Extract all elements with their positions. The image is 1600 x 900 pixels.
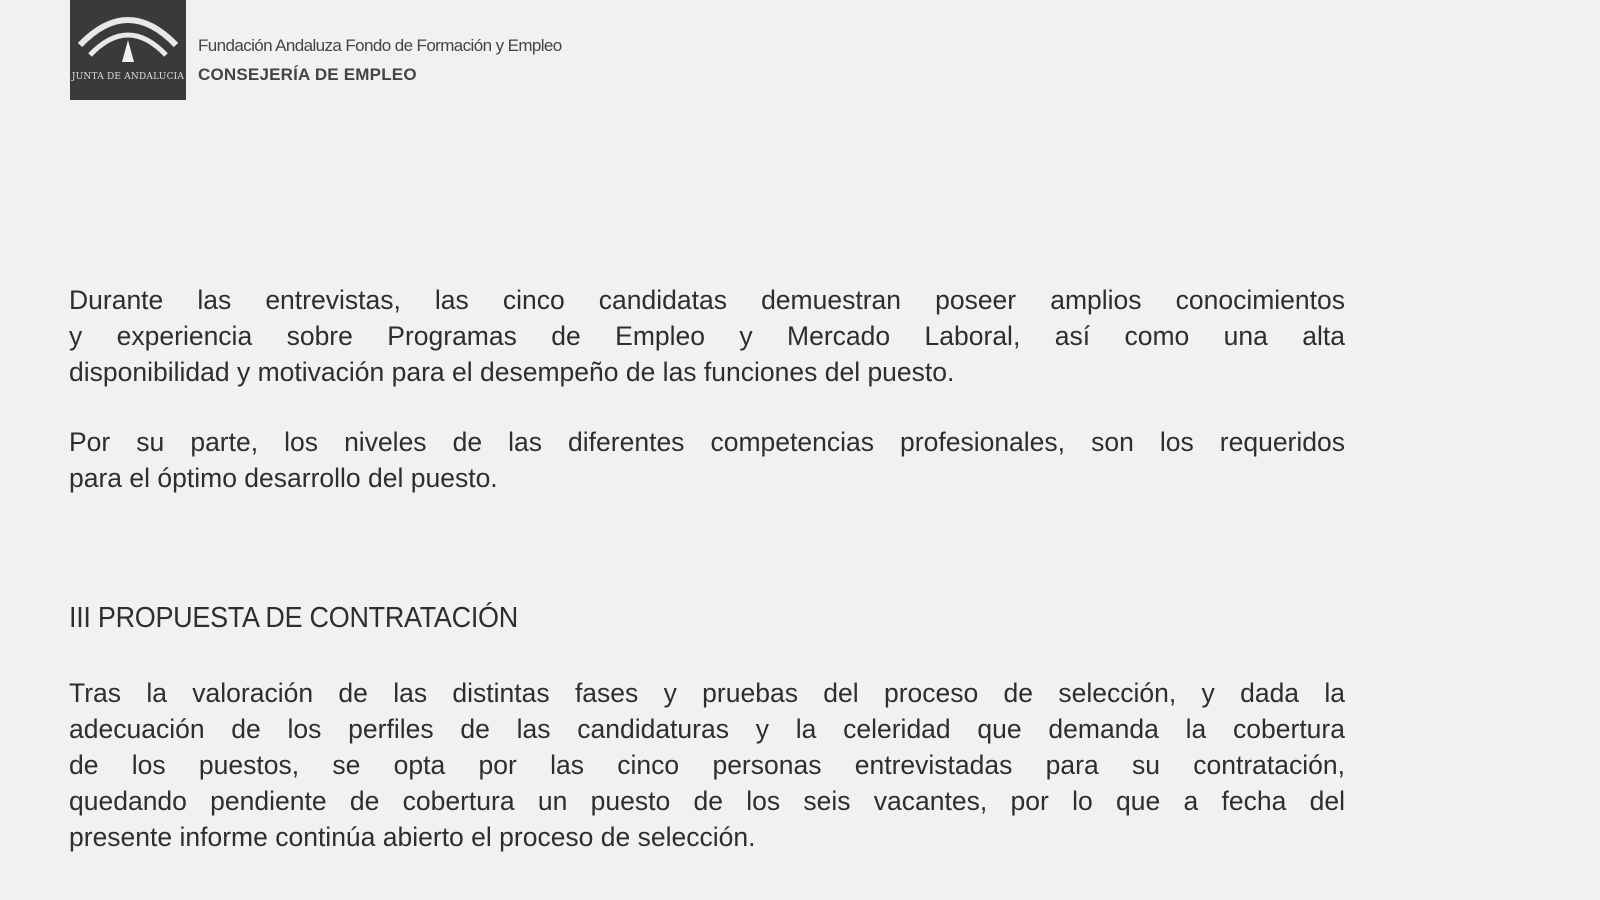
text-line: adecuación de los perfiles de las candidaturas y la celeridad que demanda la cobertura (69, 714, 1345, 744)
text-line: Por su parte, los niveles de las diferentes competencias profesionales, son los requeridos (69, 427, 1345, 457)
text-line: disponibilidad y motivación para el desempeño de las funciones del puesto. (69, 357, 955, 387)
paragraph-competencies (69, 424, 1345, 496)
text-line: Durante las entrevistas, las cinco candidatas demuestran poseer amplios conocimientos (69, 285, 1345, 315)
junta-de-andalucia-logo (70, 0, 186, 100)
paragraph-interviews (69, 282, 1345, 390)
text-line: de los puestos, se opta por las cinco personas entrevistadas para su contratación, (69, 750, 1345, 780)
arches-emblem-icon (70, 0, 186, 100)
paragraph-hiring-proposal (69, 675, 1345, 855)
logo-caption: JUNTA DE ANDALUCIA (71, 72, 185, 82)
text-line: Tras la valoración de las distintas fases y pruebas del proceso de selección, y dada la (69, 678, 1345, 708)
text-line: presente informe continúa abierto el proceso de selección. (69, 822, 756, 852)
section-heading: III PROPUESTA DE CONTRATACIÓN (69, 602, 518, 634)
organization-name: Fundación Andaluza Fondo de Formación y Empleo (198, 36, 562, 55)
text-line: quedando pendiente de cobertura un puesto de los seis vacantes, por lo que a fecha del (69, 786, 1345, 816)
department-name: CONSEJERÍA DE EMPLEO (198, 65, 417, 84)
text-line: para el óptimo desarrollo del puesto. (69, 463, 498, 493)
text-line: y experiencia sobre Programas de Empleo y Mercado Laboral, así como una alta (69, 321, 1345, 351)
